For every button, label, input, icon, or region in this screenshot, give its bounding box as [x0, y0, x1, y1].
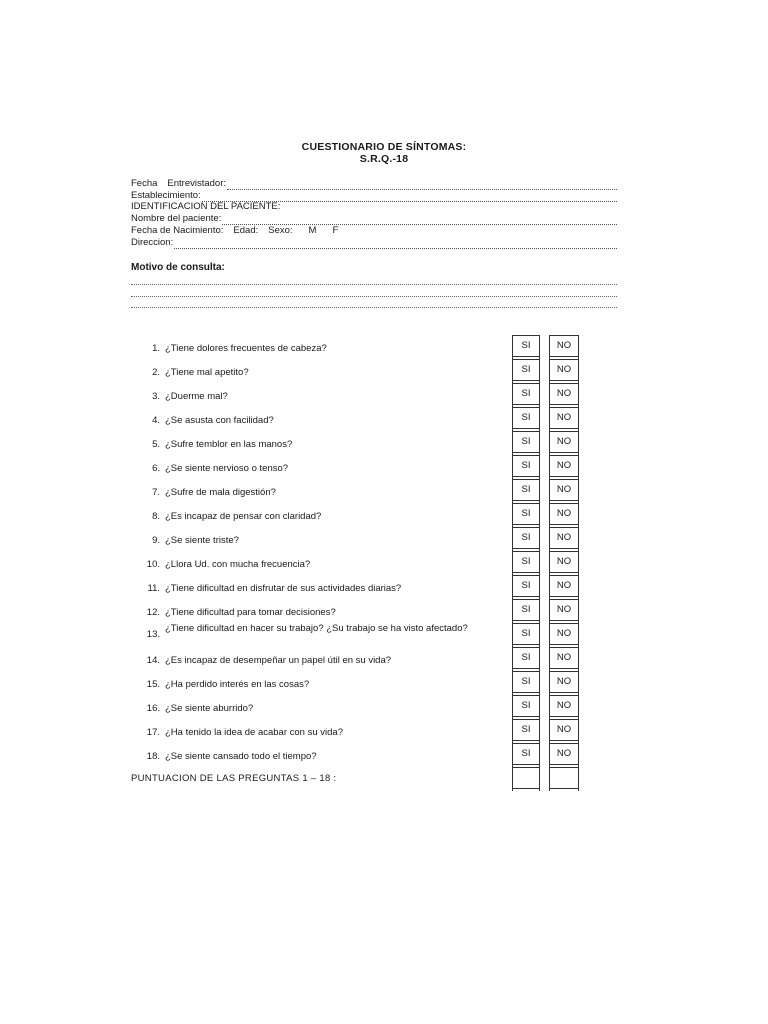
question-row [140, 505, 505, 527]
direccion-label: Direccion: [131, 237, 174, 248]
no-box[interactable]: NO [550, 455, 578, 477]
question-text: ¿Ha tenido la idea de acabar con su vida? [165, 727, 343, 738]
no-box[interactable]: NO [550, 527, 578, 549]
si-box[interactable]: SI [513, 431, 539, 453]
question-text: ¿Se siente aburrido? [165, 703, 254, 714]
question-row [140, 601, 505, 623]
no-box[interactable]: NO [550, 599, 578, 621]
question-number: 9. [152, 535, 160, 546]
question-number: 2. [152, 367, 160, 378]
question-row [140, 553, 505, 575]
question-row [140, 457, 505, 479]
no-box[interactable]: NO [550, 647, 578, 669]
question-text: ¿Se siente nervioso o tenso? [165, 463, 289, 474]
no-box[interactable]: NO [550, 551, 578, 573]
question-text: ¿Llora Ud. con mucha frecuencia? [165, 559, 311, 570]
fecha-label: Fecha [131, 178, 158, 189]
fill-line [222, 215, 617, 225]
si-box[interactable]: SI [513, 527, 539, 549]
no-box[interactable]: NO [550, 719, 578, 741]
question-number: 16. [146, 703, 160, 714]
question-row [140, 721, 505, 743]
nacimiento-label: Fecha de Nacimiento: [131, 225, 224, 236]
entrevistador-label: Entrevistador: [167, 178, 227, 189]
si-box[interactable]: SI [513, 479, 539, 501]
question-text: ¿Tiene dolores frecuentes de cabeza? [165, 343, 327, 354]
si-box[interactable]: SI [513, 503, 539, 525]
si-box[interactable]: SI [513, 743, 539, 765]
question-text: ¿Tiene dificultad en disfrutar de sus actividades diarias? [165, 583, 402, 594]
question-text: ¿Se siente triste? [165, 535, 239, 546]
question-row [140, 337, 505, 359]
si-box[interactable]: SI [513, 407, 539, 429]
score-label: PUNTUACION DE LAS PREGUNTAS 1 – 18 : [131, 773, 337, 784]
question-text: ¿Sufre temblor en las manos? [165, 439, 293, 450]
question-text: ¿Tiene mal apetito? [165, 367, 249, 378]
si-score-box[interactable] [513, 767, 539, 789]
no-box[interactable]: NO [550, 743, 578, 765]
question-text: ¿Tiene dificultad para tomar decisiones? [165, 607, 336, 618]
question-number: 10. [146, 559, 160, 570]
sexo-label: Sexo: [268, 225, 293, 236]
section-identificacion [131, 201, 617, 213]
si-box[interactable]: SI [513, 671, 539, 693]
question-row [140, 361, 505, 383]
si-box[interactable]: SI [513, 359, 539, 381]
si-box[interactable]: SI [513, 647, 539, 669]
question-row [140, 623, 505, 645]
field-nombre[interactable] [131, 213, 617, 225]
question-text: ¿Se siente cansado todo el tiempo? [165, 751, 317, 762]
question-row [140, 385, 505, 407]
no-box[interactable]: NO [550, 503, 578, 525]
question-text: ¿Es incapaz de desempeñar un papel útil en su vida? [165, 655, 392, 666]
si-box[interactable]: SI [513, 455, 539, 477]
question-number: 12. [146, 607, 160, 618]
no-box[interactable]: NO [550, 431, 578, 453]
question-text: ¿Se asusta con facilidad? [165, 415, 274, 426]
sexo-m-option[interactable]: M [308, 225, 317, 236]
field-fecha-entrevistador[interactable] [131, 178, 617, 190]
si-column [512, 335, 540, 791]
question-number: 4. [152, 415, 160, 426]
si-box[interactable]: SI [513, 695, 539, 717]
nombre-label: Nombre del paciente: [131, 213, 222, 224]
question-number: 1. [152, 343, 160, 354]
motivo-line-1[interactable] [131, 283, 617, 285]
establecimiento-label: Establecimiento: [131, 190, 201, 201]
no-box[interactable]: NO [550, 335, 578, 357]
field-nacimiento-edad-sexo[interactable] [131, 225, 617, 237]
si-box[interactable]: SI [513, 335, 539, 357]
question-text: ¿Tiene dificultad en hacer su trabajo? ¿Su trabajo se ha visto afectado? [165, 623, 468, 634]
question-row [140, 745, 505, 767]
question-row [140, 673, 505, 695]
sexo-f-option[interactable]: F [332, 225, 339, 236]
si-box[interactable]: SI [513, 575, 539, 597]
motivo-line-2[interactable] [131, 295, 617, 297]
question-row [140, 409, 505, 431]
page-title: CUESTIONARIO DE SÍNTOMAS: [301, 141, 467, 153]
question-number: 6. [152, 463, 160, 474]
question-number: 13. [146, 629, 160, 640]
si-box[interactable]: SI [513, 383, 539, 405]
no-box[interactable]: NO [550, 695, 578, 717]
fill-line [227, 180, 617, 190]
question-row [140, 649, 505, 671]
question-number: 11. [147, 583, 160, 594]
motivo-label: Motivo de consulta: [131, 262, 225, 273]
question-number: 15. [146, 679, 160, 690]
no-box[interactable]: NO [550, 575, 578, 597]
page-subtitle: S.R.Q.-18 [359, 153, 409, 165]
question-text: ¿Duerme mal? [165, 391, 228, 402]
question-number: 17. [146, 727, 160, 738]
no-box[interactable]: NO [550, 479, 578, 501]
question-number: 18. [146, 751, 160, 762]
si-box[interactable]: SI [513, 719, 539, 741]
no-box[interactable]: NO [550, 383, 578, 405]
edad-label: Edad: [233, 225, 259, 236]
no-box[interactable]: NO [550, 359, 578, 381]
question-number: 7. [152, 487, 160, 498]
si-box[interactable]: SI [513, 551, 539, 573]
question-text: ¿Ha perdido interés en las cosas? [165, 679, 310, 690]
question-row [140, 697, 505, 719]
question-number: 14. [146, 655, 160, 666]
field-direccion[interactable] [131, 237, 617, 249]
no-box[interactable]: NO [550, 671, 578, 693]
no-box[interactable]: NO [550, 623, 578, 645]
question-number: 3. [152, 391, 160, 402]
identificacion-label: IDENTIFICACION DEL PACIENTE: [131, 201, 281, 212]
no-column [549, 335, 579, 791]
question-number: 8. [152, 511, 160, 522]
no-box[interactable]: NO [550, 407, 578, 429]
si-box[interactable]: SI [513, 599, 539, 621]
fill-line [174, 239, 617, 249]
question-row [140, 433, 505, 455]
motivo-line-3[interactable] [131, 306, 617, 308]
question-number: 5. [152, 439, 160, 450]
question-text: ¿Es incapaz de pensar con claridad? [165, 511, 322, 522]
question-row [140, 577, 505, 599]
question-text: ¿Sufre de mala digestión? [165, 487, 276, 498]
si-box[interactable]: SI [513, 623, 539, 645]
question-row [140, 481, 505, 503]
question-row [140, 529, 505, 551]
no-score-box[interactable] [550, 767, 578, 789]
